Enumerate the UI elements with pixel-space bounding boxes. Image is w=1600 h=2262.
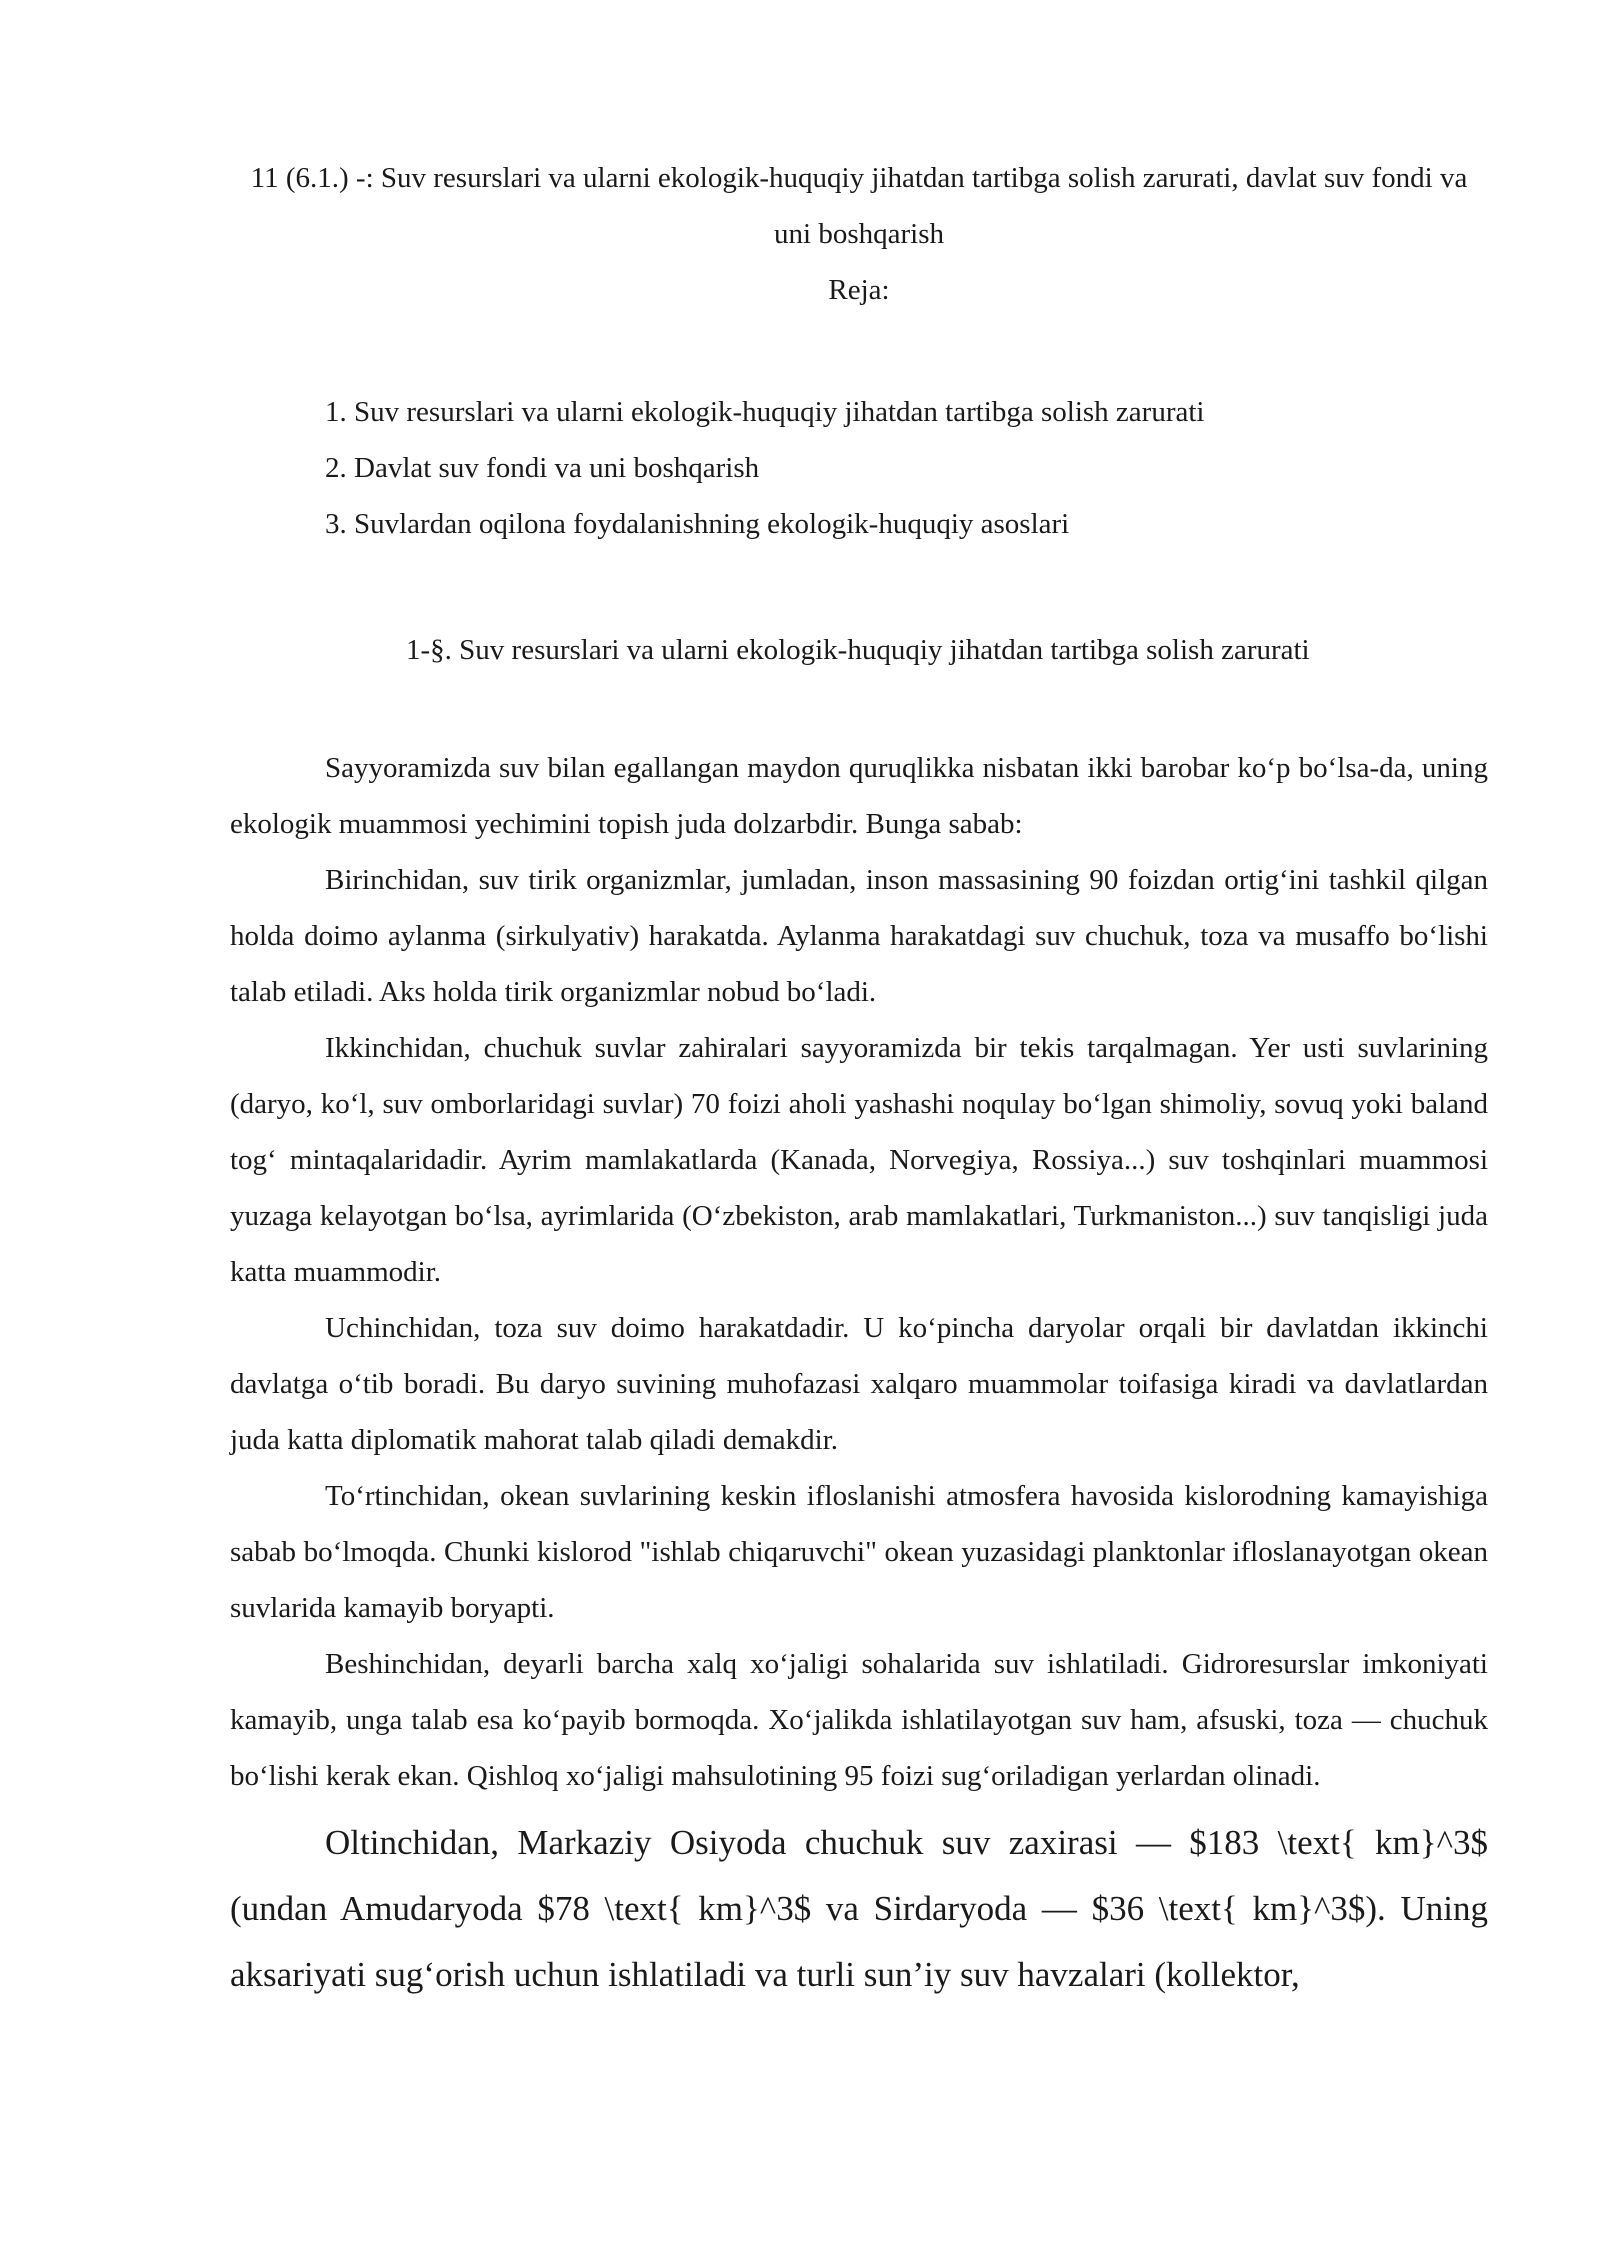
- section-heading: 1-§. Suv resurslari va ularni ekologik-huquqiy jihatdan tartibga solish zarurati: [406, 634, 1310, 666]
- plan-item: 2. Davlat suv fondi va uni boshqarish: [325, 452, 760, 484]
- plan-item: 3. Suvlardan oqilona foydalanishning ekologik-huquqiy asoslari: [325, 508, 1070, 540]
- paragraph: Sayyoramizda suv bilan egallangan maydon quruqlikka nisbatan ikki barobar ko‘p bo‘lsa-da, uning ekologik muammosi yechimini topish juda dolzarbdir. Bunga sabab:: [230, 752, 1488, 840]
- paragraph: Uchinchidan, toza suv doimo harakatdadir. U ko‘pincha daryolar orqali bir davlatdan ikkinchi davlatga o‘tib boradi. Bu daryo suvining muhofazasi xalqaro muammolar toifasiga kiradi va davlatlardan juda katta diplomatik mahorat talab qiladi demakdir.: [230, 1312, 1488, 1456]
- plan-item: 1. Suv resurslari va ularni ekologik-huquqiy jihatdan tartibga solish zarurati: [325, 396, 1205, 428]
- paragraph: Ikkinchidan, chuchuk suvlar zahiralari sayyoramizda bir tekis tarqalmagan. Yer usti suvlarining (daryo, ko‘l, suv omborlaridagi suvlar) 70 foizi aholi yashashi noqulay bo‘lgan shimoliy, sovuq yoki baland tog‘ mintaqalaridadir. Ayrim mamlakatlarda (Kanada, Norvegiya, Rossiya...) suv toshqinlari muammosi yuzaga kelayotgan bo‘lsa, ayrimlarida (O‘zbekiston, arab mamlakatlari, Turkmaniston...) suv tanqisligi juda katta muammodir.: [230, 1032, 1488, 1288]
- paragraph: To‘rtinchidan, okean suvlarining keskin ifloslanishi atmosfera havosida kislorodning kamayishiga sabab bo‘lmoqda. Chunki kislorod "ishlab chiqaruvchi" okean yuzasidagi planktonlar ifloslanayotgan okean suvlarida kamayib boryapti.: [230, 1480, 1488, 1624]
- document-body: [230, 740, 1488, 2008]
- plan-heading: Reja:: [828, 274, 890, 306]
- paragraph: Beshinchidan, deyarli barcha xalq xo‘jaligi sohalarida suv ishlatiladi. Gidroresurslar imkoniyati kamayib, unga talab esa ko‘payib bormoqda. Xo‘jalikda ishlatilayotgan suv ham, afsuski, toza — chuchuk bo‘lishi kerak ekan. Qishloq xo‘jaligi mahsulotining 95 foizi sug‘oriladigan yerlardan olinadi.: [230, 1648, 1488, 1792]
- document-title: 11 (6.1.) -: Suv resurslari va ularni ekologik-huquqiy jihatdan tartibga solish zarurati, davlat suv fondi va uni boshqarish: [250, 162, 1468, 250]
- paragraph: Birinchidan, suv tirik organizmlar, jumladan, inson massasining 90 foizdan ortig‘ini tashkil qilgan holda doimo aylanma (sirkulyativ) harakatda. Aylanma harakatdagi suv chuchuk, toza va musaffo bo‘lishi talab etiladi. Aks holda tirik organizmlar nobud bo‘ladi.: [230, 864, 1488, 1008]
- paragraph-last: Oltinchidan, Markaziy Osiyoda chuchuk suv zaxirasi — $183 \text{ km}^3$ (undan Amudaryoda $78 \text{ km}^3$ va Sirdaryoda — $36 \text{ km}^3$). Uning aksariyati sug‘orish uchun ishlatiladi va turli sun’iy suv havzalari (kollektor,: [230, 1823, 1488, 1994]
- plan-list: [230, 384, 1488, 552]
- document-page: [230, 150, 1488, 2008]
